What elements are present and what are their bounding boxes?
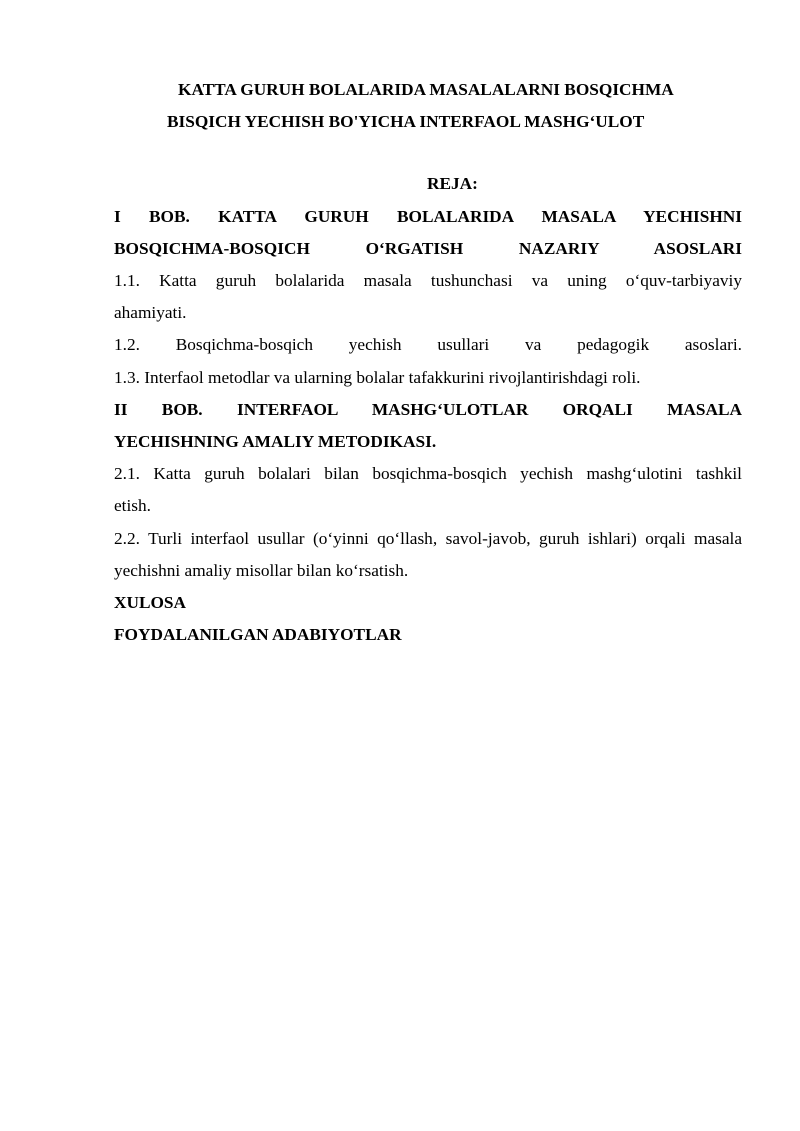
section-1-1-line-2: ahamiyati.: [114, 303, 187, 323]
section-2-2-line-1: 2.2. Turli interfaol usullar (o‘yinni qo‘llash, savol-javob, guruh ishlari) orqali masala: [114, 528, 742, 548]
section-1-2: 1.2. Bosqichma-bosqich yechish usullari va pedagogik asoslari.: [114, 335, 742, 355]
section-2-1-line-2: etish.: [114, 496, 151, 516]
references-heading: FOYDALANILGAN ADABIYOTLAR: [114, 625, 402, 645]
conclusion-heading: XULOSA: [114, 593, 187, 613]
document-title-line-1: KATTA GURUH BOLALARIDA MASALALARNI BOSQICHMA: [178, 80, 674, 99]
chapter-1-heading-line-2: BOSQICHMA-BOSQICH O‘RGATISH NAZARIY ASOSLARI: [114, 238, 742, 258]
chapter-2-heading-line-2: YECHISHNING AMALIY METODIKASI.: [114, 432, 437, 452]
document-page: [114, 74, 742, 651]
section-1-3: 1.3. Interfaol metodlar va ularning bolalar tafakkurini rivojlantirishdagi roli.: [114, 367, 641, 387]
plan-heading: REJA:: [427, 174, 478, 194]
chapter-1-heading-line-1: I BOB. KATTA GURUH BOLALARIDA MASALA YECHISHNI: [114, 206, 742, 226]
section-2-1-line-1: 2.1. Katta guruh bolalari bilan bosqichma-bosqich yechish mashg‘ulotini tashkil: [114, 464, 742, 484]
chapter-2-heading-line-1: II BOB. INTERFAOL MASHG‘ULOTLAR ORQALI MASALA: [114, 399, 742, 419]
document-title-line-2: BISQICH YECHISH BO'YICHA INTERFAOL MASHG‘ULOT: [167, 112, 645, 132]
section-1-1-line-1: 1.1. Katta guruh bolalarida masala tushunchasi va uning o‘quv-tarbiyaviy: [114, 271, 742, 291]
section-2-2-line-2: yechishni amaliy misollar bilan ko‘rsatish.: [114, 560, 409, 580]
